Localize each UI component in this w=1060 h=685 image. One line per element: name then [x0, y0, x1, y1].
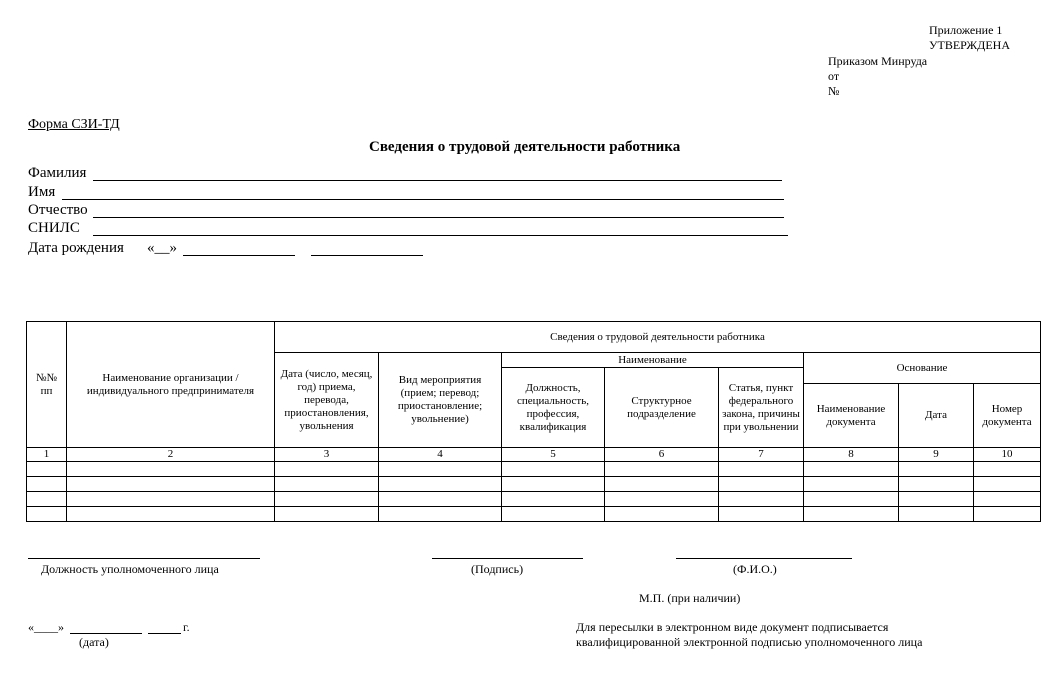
header-date: Дата (число, месяц, год) приема, перевода, приостановления, увольнения	[275, 353, 379, 448]
column-number: 8	[804, 448, 899, 462]
header-work-info-group: Сведения о трудовой деятельности работника	[275, 322, 1041, 353]
column-numbers-row	[27, 448, 1041, 462]
column-number: 10	[974, 448, 1041, 462]
header-organization: Наименование организации /индивидуального предпринимателя	[67, 322, 275, 448]
surname-label: Фамилия	[28, 165, 87, 181]
work-history-table	[26, 321, 1041, 522]
date-year-field-line[interactable]	[148, 633, 181, 634]
stamp-label: М.П. (при наличии)	[639, 591, 741, 605]
order-from-label: от	[828, 69, 840, 83]
snils-field-line[interactable]	[93, 235, 788, 236]
date-month-field-line[interactable]	[70, 633, 142, 634]
column-number: 9	[899, 448, 974, 462]
birth-month-field-line[interactable]	[183, 255, 295, 256]
table-row[interactable]	[27, 507, 1041, 522]
table-row[interactable]	[27, 462, 1041, 477]
appendix-label: Приложение 1	[929, 23, 1003, 37]
position-label: Должность уполномоченного лица	[41, 562, 219, 576]
patronymic-label: Отчество	[28, 202, 88, 218]
signature-field-line[interactable]	[432, 558, 583, 559]
header-position: Должность, специальность, профессия, квалификация	[502, 368, 605, 448]
position-field-line[interactable]	[28, 558, 260, 559]
column-number: 1	[27, 448, 67, 462]
header-naming-group: Наименование	[502, 353, 804, 368]
column-number: 4	[379, 448, 502, 462]
electronic-note-line1: Для пересылки в электронном виде документ подписывается	[576, 620, 889, 634]
table-row[interactable]	[27, 477, 1041, 492]
order-label: Приказом Минруда	[828, 54, 928, 68]
header-basis-group: Основание	[804, 353, 1041, 384]
birth-date-label: Дата рождения	[28, 240, 124, 256]
date-label: (дата)	[79, 635, 109, 649]
header-event-type: Вид мероприятия (прием; перевод; приостановление; увольнение)	[379, 353, 502, 448]
header-doc-number: Номер документа	[974, 384, 1041, 448]
header-num: №№ пп	[27, 322, 67, 448]
column-number: 5	[502, 448, 605, 462]
form-name: Форма СЗИ-ТД	[28, 117, 120, 132]
column-number: 7	[719, 448, 804, 462]
birth-day-field[interactable]: «__»	[147, 240, 177, 256]
column-number: 2	[67, 448, 275, 462]
snils-label: СНИЛС	[28, 220, 80, 236]
header-doc-name: Наименование документа	[804, 384, 899, 448]
birth-year-field-line[interactable]	[311, 255, 423, 256]
electronic-note-line2: квалифицированной электронной подписью уполномоченного лица	[576, 635, 923, 649]
order-number-label: №	[828, 84, 840, 98]
name-label: Имя	[28, 184, 56, 200]
fio-field-line[interactable]	[676, 558, 852, 559]
header-article: Статья, пункт федерального закона, причины при увольнении	[719, 368, 804, 448]
date-day-field[interactable]: «____»	[28, 620, 64, 634]
header-doc-date: Дата	[899, 384, 974, 448]
fio-label: (Ф.И.О.)	[733, 562, 777, 576]
header-department: Структурное подразделение	[605, 368, 719, 448]
page-title: Сведения о трудовой деятельности работника	[369, 139, 681, 155]
column-number: 3	[275, 448, 379, 462]
signature-label: (Подпись)	[471, 562, 524, 576]
year-suffix: г.	[183, 620, 190, 634]
name-field-line[interactable]	[62, 199, 784, 200]
column-number: 6	[605, 448, 719, 462]
table-row[interactable]	[27, 492, 1041, 507]
patronymic-field-line[interactable]	[93, 217, 784, 218]
approved-label: УТВЕРЖДЕНА	[929, 38, 1011, 52]
surname-field-line[interactable]	[93, 180, 782, 181]
